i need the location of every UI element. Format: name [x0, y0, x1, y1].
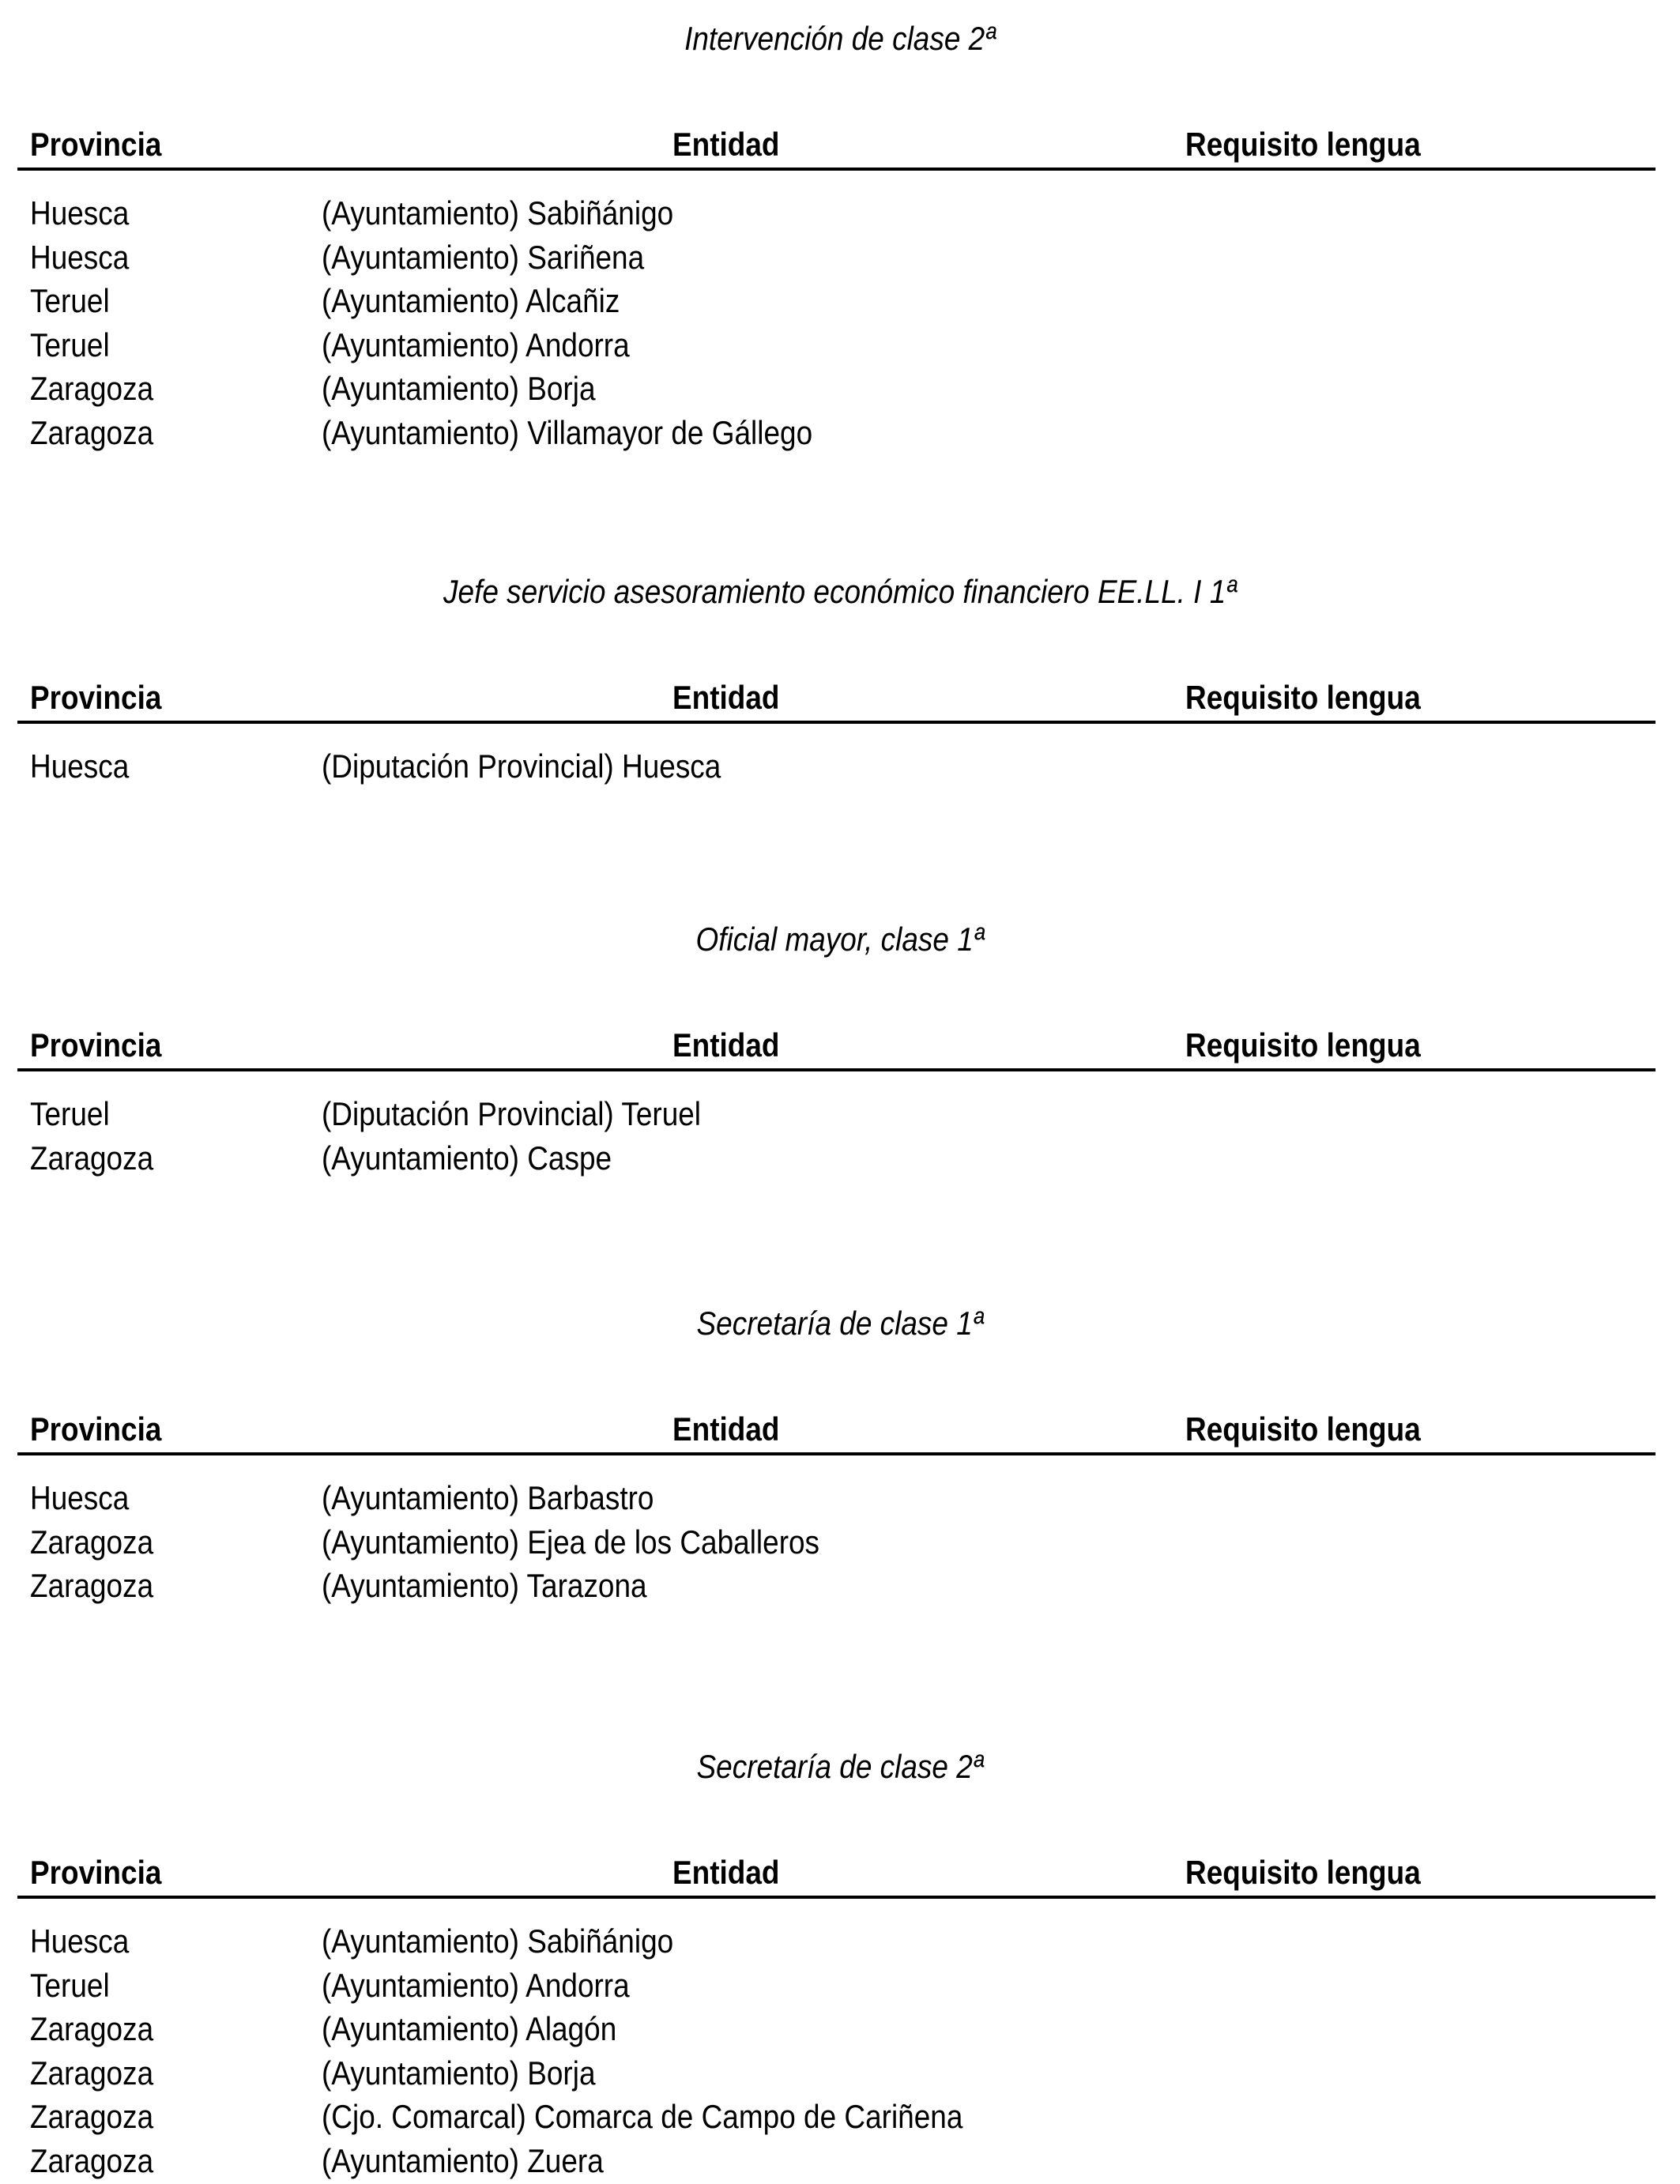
cell-entidad: (Ayuntamiento) Sabiñánigo [322, 1922, 674, 1960]
table-row [0, 191, 1680, 235]
cell-entidad: (Ayuntamiento) Barbastro [322, 1479, 654, 1516]
cell-entidad: (Diputación Provincial) Teruel [322, 1095, 702, 1132]
table-row [0, 1476, 1680, 1520]
table-row [0, 1964, 1680, 2008]
section-title: Secretaría de clase 1ª [696, 1305, 984, 1342]
cell-entidad: (Ayuntamiento) Sabiñánigo [322, 194, 674, 232]
cell-entidad: (Ayuntamiento) Zuera [322, 2141, 604, 2179]
table-row [0, 235, 1680, 280]
cell-provincia: Zaragoza [30, 2010, 154, 2047]
cell-entidad: (Ayuntamiento) Alcañiz [322, 282, 620, 319]
cell-entidad: (Ayuntamiento) Borja [322, 2054, 596, 2092]
table-body [0, 744, 1680, 789]
cell-provincia: Huesca [30, 1922, 130, 1960]
header-entidad: Entidad [672, 1410, 780, 1448]
table-row [0, 1919, 1680, 1964]
section-title: Secretaría de clase 2ª [696, 1748, 984, 1785]
table-body [0, 1476, 1680, 1608]
table-header [0, 1410, 1680, 1449]
cell-provincia: Zaragoza [30, 2098, 154, 2135]
table-row [0, 367, 1680, 411]
table-row [0, 2095, 1680, 2139]
cell-provincia: Zaragoza [30, 2141, 154, 2179]
cell-entidad: (Ayuntamiento) Alagón [322, 2010, 617, 2047]
header-requisito-lengua: Requisito lengua [1185, 126, 1421, 163]
table-row [0, 279, 1680, 323]
header-rule [17, 168, 1656, 171]
table-header [0, 1026, 1680, 1065]
table-header [0, 125, 1680, 164]
header-entidad: Entidad [672, 1026, 780, 1064]
cell-provincia: Zaragoza [30, 1523, 154, 1561]
cell-provincia: Huesca [30, 194, 130, 232]
table-row [0, 1136, 1680, 1180]
table-row [0, 2139, 1680, 2183]
table-row [0, 1564, 1680, 1608]
table-body [0, 1092, 1680, 1180]
cell-provincia: Teruel [30, 1095, 110, 1132]
cell-provincia: Huesca [30, 238, 130, 276]
table-row [0, 1092, 1680, 1136]
cell-entidad: (Ayuntamiento) Borja [322, 370, 596, 407]
header-requisito-lengua: Requisito lengua [1185, 1410, 1421, 1448]
header-requisito-lengua: Requisito lengua [1185, 1026, 1421, 1064]
cell-provincia: Huesca [30, 1479, 130, 1516]
cell-provincia: Zaragoza [30, 2054, 154, 2092]
cell-entidad: (Ayuntamiento) Sariñena [322, 238, 645, 276]
header-rule [17, 1452, 1656, 1455]
section-title: Intervención de clase 2ª [684, 20, 996, 57]
cell-entidad: (Ayuntamiento) Caspe [322, 1139, 612, 1177]
header-rule [17, 721, 1656, 724]
table-header [0, 678, 1680, 717]
table-row [0, 411, 1680, 455]
cell-provincia: Zaragoza [30, 1139, 154, 1177]
header-provincia: Provincia [30, 126, 162, 163]
header-rule [17, 1068, 1656, 1071]
header-requisito-lengua: Requisito lengua [1185, 1854, 1421, 1891]
cell-provincia: Huesca [30, 747, 130, 785]
header-provincia: Provincia [30, 679, 162, 716]
header-provincia: Provincia [30, 1026, 162, 1064]
cell-provincia: Teruel [30, 326, 110, 363]
cell-entidad: (Ayuntamiento) Andorra [322, 1966, 630, 2004]
table-row [0, 2051, 1680, 2096]
cell-entidad: (Diputación Provincial) Huesca [322, 747, 721, 785]
section-title: Jefe servicio asesoramiento económico financiero EE.LL. I 1ª [443, 573, 1237, 610]
header-rule [17, 1896, 1656, 1899]
cell-provincia: Zaragoza [30, 1567, 154, 1604]
section-title: Oficial mayor, clase 1ª [695, 921, 985, 958]
header-entidad: Entidad [672, 679, 780, 716]
cell-entidad: (Ayuntamiento) Ejea de los Caballeros [322, 1523, 820, 1561]
cell-entidad: (Ayuntamiento) Villamayor de Gállego [322, 413, 813, 451]
table-body [0, 1919, 1680, 2182]
table-row [0, 2007, 1680, 2051]
header-entidad: Entidad [672, 126, 780, 163]
cell-entidad: (Ayuntamiento) Tarazona [322, 1567, 647, 1604]
header-entidad: Entidad [672, 1854, 780, 1891]
header-provincia: Provincia [30, 1854, 162, 1891]
cell-provincia: Teruel [30, 282, 110, 319]
table-row [0, 744, 1680, 789]
cell-entidad: (Ayuntamiento) Andorra [322, 326, 630, 363]
cell-provincia: Zaragoza [30, 370, 154, 407]
header-requisito-lengua: Requisito lengua [1185, 679, 1421, 716]
table-row [0, 1520, 1680, 1565]
cell-entidad: (Cjo. Comarcal) Comarca de Campo de Cariñena [322, 2098, 963, 2135]
table-header [0, 1853, 1680, 1892]
cell-provincia: Teruel [30, 1966, 110, 2004]
cell-provincia: Zaragoza [30, 413, 154, 451]
table-row [0, 323, 1680, 367]
table-body [0, 191, 1680, 454]
header-provincia: Provincia [30, 1410, 162, 1448]
